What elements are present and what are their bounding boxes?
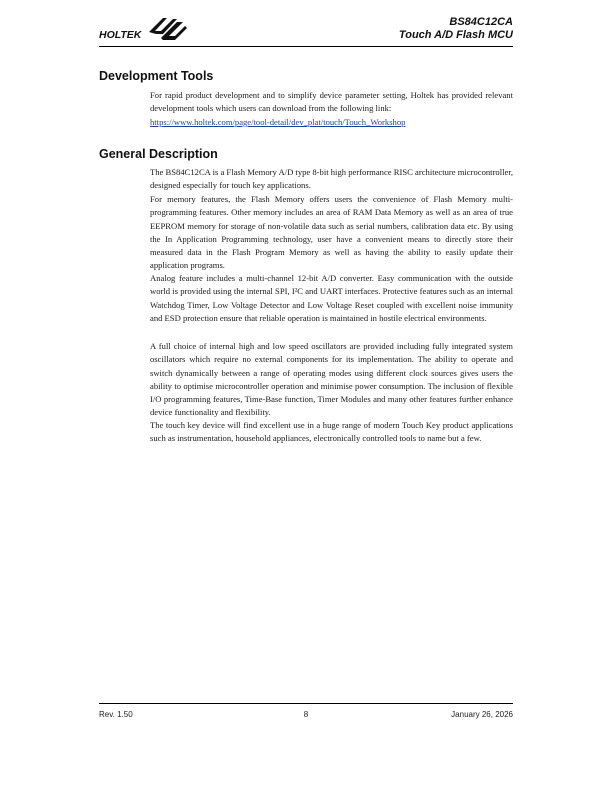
header-title-block — [399, 16, 513, 42]
general-description-paragraph: The touch key device will find excellent use in a huge range of modern Touch Key product applications such as instrumentation, household appliances, electronically controlled tools to name but a few. — [150, 420, 513, 444]
part-number: BS84C12CA — [449, 16, 513, 28]
revision-number: Rev. 1.50 — [99, 710, 133, 719]
document-subtitle: Touch A/D Flash MCU — [398, 29, 513, 41]
general-description-paragraph: For memory features, the Flash Memory offers users the convenience of Flash Memory multi-programming features. Other memory includes an area of RAM Data Memory as well as an area of true EEPROM memory for storage of non-volatile data such as serial numbers, calibration data etc. By using the In Application Programming technology, user have a convenient means to directly store their measured data in the Flash Program Memory as well as having the ability to easily update their application programs. — [150, 194, 513, 271]
general-description-paragraph: A full choice of internal high and low speed oscillators are provided including fully integrated system oscillators which require no external components for its implementation. The ability to operate and switch dynamically between a range of operating modes using different clock sources gives users the ability to optimise microcontroller operation and minimise power consumption. The inclusion of flexible I/O programming features, Time-Base function, Timer Modules and many other features further enhance device functionality and flexibility. — [150, 341, 513, 418]
general-description-heading: General Description — [99, 147, 218, 161]
development-tools-heading: Development Tools — [99, 69, 214, 83]
development-tools-paragraph: For rapid product development and to simplify device parameter setting, Holtek has provided relevant development tools which users can download from the following link: — [150, 90, 513, 114]
page-header — [99, 12, 513, 47]
document-date: January 26, 2026 — [451, 710, 513, 719]
page-number: 8 — [303, 710, 309, 719]
holtek-logo — [99, 14, 191, 42]
touch-workshop-link[interactable]: https://www.holtek.com/page/tool-detail/dev_plat/touch/Touch_Workshop — [150, 117, 406, 127]
page-footer — [99, 703, 513, 724]
general-description-paragraph: Analog feature includes a multi-channel 12-bit A/D converter. Easy communication with the outside world is provided using the internal SPI, I²C and UART interfaces. Protective features such as an internal Watchdog Timer, Low Voltage Detector and Low Voltage Reset coupled with excellent noise immunity and ESD protection ensure that reliable operation is maintained in hostile electrical environments. — [150, 273, 513, 323]
logo-text: HOLTEK — [99, 29, 142, 41]
general-description-paragraph: The BS84C12CA is a Flash Memory A/D type 8-bit high performance RISC architecture microcontroller, designed especially for touch key applications. — [150, 167, 513, 191]
